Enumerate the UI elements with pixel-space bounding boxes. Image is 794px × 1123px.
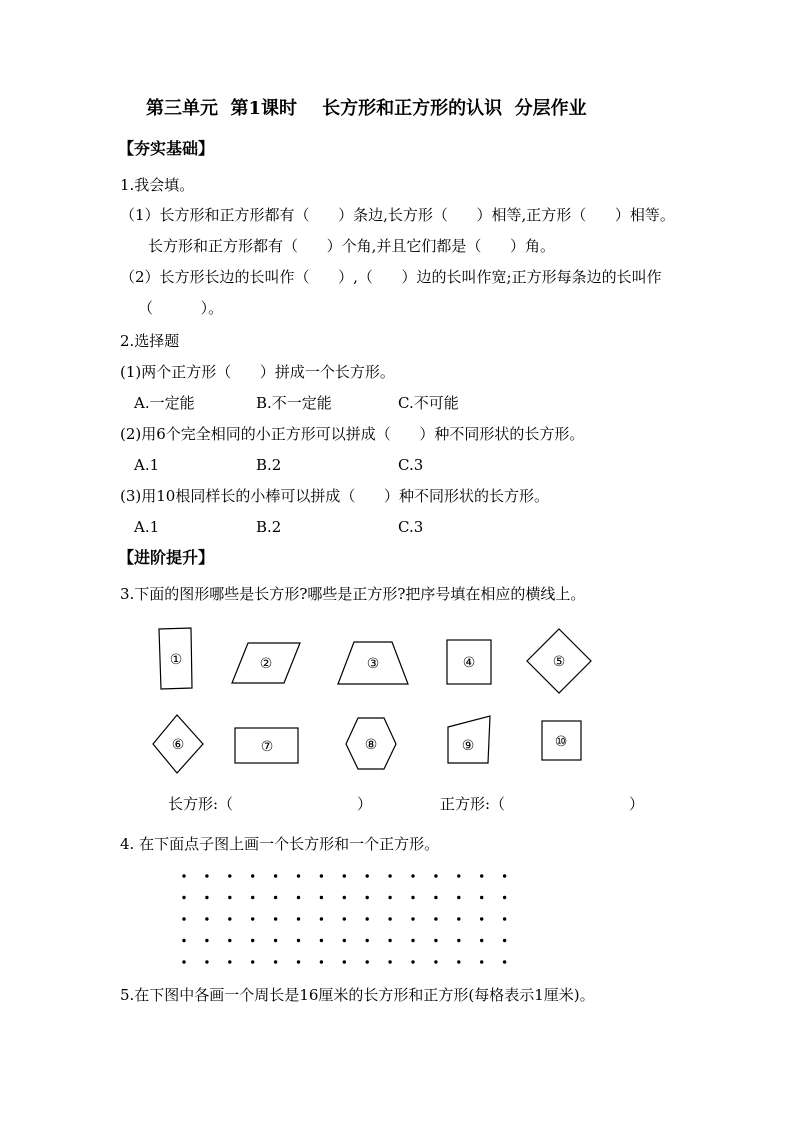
question-2-3-option-c: C.3 bbox=[398, 518, 424, 536]
grid-dot[interactable] bbox=[503, 960, 506, 963]
grid-dot[interactable] bbox=[503, 917, 506, 920]
grid-dot[interactable] bbox=[480, 874, 483, 877]
grid-dot[interactable] bbox=[434, 917, 437, 920]
grid-dot[interactable] bbox=[274, 896, 277, 899]
grid-dot[interactable] bbox=[297, 960, 300, 963]
grid-dot[interactable] bbox=[228, 939, 231, 942]
grid-dot[interactable] bbox=[251, 960, 254, 963]
grid-dot[interactable] bbox=[228, 917, 231, 920]
shape-label: ③ bbox=[366, 656, 380, 672]
question-2-2-stem: (2)用6个完全相同的小正方形可以拼成（ ）种不同形状的长方形。 bbox=[120, 425, 585, 443]
grid-dot[interactable] bbox=[274, 917, 277, 920]
grid-dot[interactable] bbox=[411, 917, 414, 920]
grid-dot[interactable] bbox=[251, 896, 254, 899]
grid-dot[interactable] bbox=[297, 874, 300, 877]
grid-dot[interactable] bbox=[320, 917, 323, 920]
grid-dot[interactable] bbox=[388, 917, 391, 920]
grid-dot[interactable] bbox=[480, 960, 483, 963]
grid-dot[interactable] bbox=[503, 939, 506, 942]
question-2-3-option-b: B.2 bbox=[256, 518, 282, 536]
rectangle-answer-line[interactable]: 长方形:（ ） bbox=[168, 795, 373, 813]
grid-dot[interactable] bbox=[205, 939, 208, 942]
grid-dot[interactable] bbox=[205, 874, 208, 877]
grid-dot[interactable] bbox=[251, 939, 254, 942]
question-2-2-option-a: A.1 bbox=[134, 456, 160, 474]
grid-dot[interactable] bbox=[411, 874, 414, 877]
grid-dot[interactable] bbox=[366, 896, 369, 899]
grid-dot[interactable] bbox=[297, 917, 300, 920]
grid-dot[interactable] bbox=[297, 939, 300, 942]
grid-dot[interactable] bbox=[297, 896, 300, 899]
section-heading-advanced: 【进阶提升】 bbox=[118, 548, 215, 567]
question-2-1-option-c: C.不可能 bbox=[398, 394, 459, 412]
grid-dot[interactable] bbox=[274, 874, 277, 877]
grid-dot[interactable] bbox=[366, 917, 369, 920]
grid-dot[interactable] bbox=[182, 960, 185, 963]
grid-dot[interactable] bbox=[457, 960, 460, 963]
grid-dot[interactable] bbox=[228, 874, 231, 877]
grid-dot[interactable] bbox=[205, 896, 208, 899]
question-1-line-3: （2）长方形长边的长叫作（ ）,（ ）边的长叫作宽;正方形每条边的长叫作 bbox=[120, 268, 662, 286]
question-2-2-option-b: B.2 bbox=[256, 456, 282, 474]
shape-label: ② bbox=[259, 656, 273, 672]
grid-dot[interactable] bbox=[388, 874, 391, 877]
question-2-1-option-a: A.一定能 bbox=[134, 394, 195, 412]
question-2-heading: 2.选择题 bbox=[120, 332, 180, 350]
grid-dot[interactable] bbox=[320, 939, 323, 942]
shape-label: ⑤ bbox=[552, 654, 566, 670]
square-answer-line[interactable]: 正方形:（ ） bbox=[440, 795, 645, 813]
grid-dot[interactable] bbox=[434, 896, 437, 899]
grid-dot[interactable] bbox=[480, 896, 483, 899]
grid-dot[interactable] bbox=[343, 939, 346, 942]
grid-dot[interactable] bbox=[366, 960, 369, 963]
grid-dot[interactable] bbox=[182, 874, 185, 877]
grid-dot[interactable] bbox=[343, 917, 346, 920]
grid-dot[interactable] bbox=[434, 874, 437, 877]
question-3-heading: 3.下面的图形哪些是长方形?哪些是正方形?把序号填在相应的横线上。 bbox=[120, 585, 586, 603]
shape-label: ⑧ bbox=[364, 737, 378, 753]
grid-dot[interactable] bbox=[343, 874, 346, 877]
grid-dot[interactable] bbox=[503, 896, 506, 899]
grid-dot[interactable] bbox=[434, 939, 437, 942]
question-4-heading: 4. 在下面点子图上画一个长方形和一个正方形。 bbox=[120, 835, 440, 853]
question-2-1-stem: (1)两个正方形（ ）拼成一个长方形。 bbox=[120, 363, 395, 381]
grid-dot[interactable] bbox=[274, 960, 277, 963]
question-5-heading: 5.在下图中各画一个周长是16厘米的长方形和正方形(每格表示1厘米)。 bbox=[120, 986, 595, 1004]
shape-label: ⑥ bbox=[171, 737, 185, 753]
grid-dot[interactable] bbox=[343, 960, 346, 963]
grid-dot[interactable] bbox=[205, 917, 208, 920]
grid-dot[interactable] bbox=[457, 917, 460, 920]
shape-label: ⑦ bbox=[260, 739, 274, 755]
grid-dot[interactable] bbox=[251, 874, 254, 877]
question-2-3-stem: (3)用10根同样长的小棒可以拼成（ ）种不同形状的长方形。 bbox=[120, 487, 549, 505]
page-title: 第三单元 第1课时 长方形和正方形的认识 分层作业 bbox=[146, 98, 587, 119]
grid-dot[interactable] bbox=[503, 874, 506, 877]
grid-dot[interactable] bbox=[434, 960, 437, 963]
grid-dot[interactable] bbox=[388, 960, 391, 963]
question-1-heading: 1.我会填。 bbox=[120, 176, 195, 194]
question-2-1-option-b: B.不一定能 bbox=[256, 394, 332, 412]
grid-dot[interactable] bbox=[274, 939, 277, 942]
grid-dot[interactable] bbox=[366, 874, 369, 877]
question-2-2-option-c: C.3 bbox=[398, 456, 424, 474]
question-1-line-2: 长方形和正方形都有（ ）个角,并且它们都是（ ）角。 bbox=[148, 237, 555, 255]
grid-dot[interactable] bbox=[182, 939, 185, 942]
grid-dot[interactable] bbox=[388, 939, 391, 942]
grid-dot[interactable] bbox=[480, 917, 483, 920]
grid-dot[interactable] bbox=[457, 874, 460, 877]
grid-dot[interactable] bbox=[182, 896, 185, 899]
grid-dot[interactable] bbox=[320, 960, 323, 963]
grid-dot[interactable] bbox=[320, 896, 323, 899]
grid-dot[interactable] bbox=[228, 896, 231, 899]
question-2-3-option-a: A.1 bbox=[134, 518, 160, 536]
question-1-line-4: （ ）。 bbox=[138, 299, 224, 317]
grid-dot[interactable] bbox=[228, 960, 231, 963]
section-heading-basic: 【夯实基础】 bbox=[118, 139, 215, 158]
question-1-line-1: （1）长方形和正方形都有（ ）条边,长方形（ ）相等,正方形（ ）相等。 bbox=[120, 206, 675, 224]
grid-dot[interactable] bbox=[411, 896, 414, 899]
grid-dot[interactable] bbox=[320, 874, 323, 877]
grid-dot[interactable] bbox=[457, 896, 460, 899]
grid-dot[interactable] bbox=[411, 960, 414, 963]
grid-dot[interactable] bbox=[343, 896, 346, 899]
shape-label: ① bbox=[169, 652, 183, 668]
shape-label: ⑩ bbox=[554, 734, 568, 750]
grid-dot[interactable] bbox=[480, 939, 483, 942]
shape-label: ⑨ bbox=[461, 738, 475, 754]
shape-label: ④ bbox=[462, 655, 476, 671]
grid-dot[interactable] bbox=[251, 917, 254, 920]
grid-dot[interactable] bbox=[457, 939, 460, 942]
grid-dot[interactable] bbox=[388, 896, 391, 899]
grid-dot[interactable] bbox=[205, 960, 208, 963]
grid-dot[interactable] bbox=[411, 939, 414, 942]
grid-dot[interactable] bbox=[182, 917, 185, 920]
grid-dot[interactable] bbox=[366, 939, 369, 942]
